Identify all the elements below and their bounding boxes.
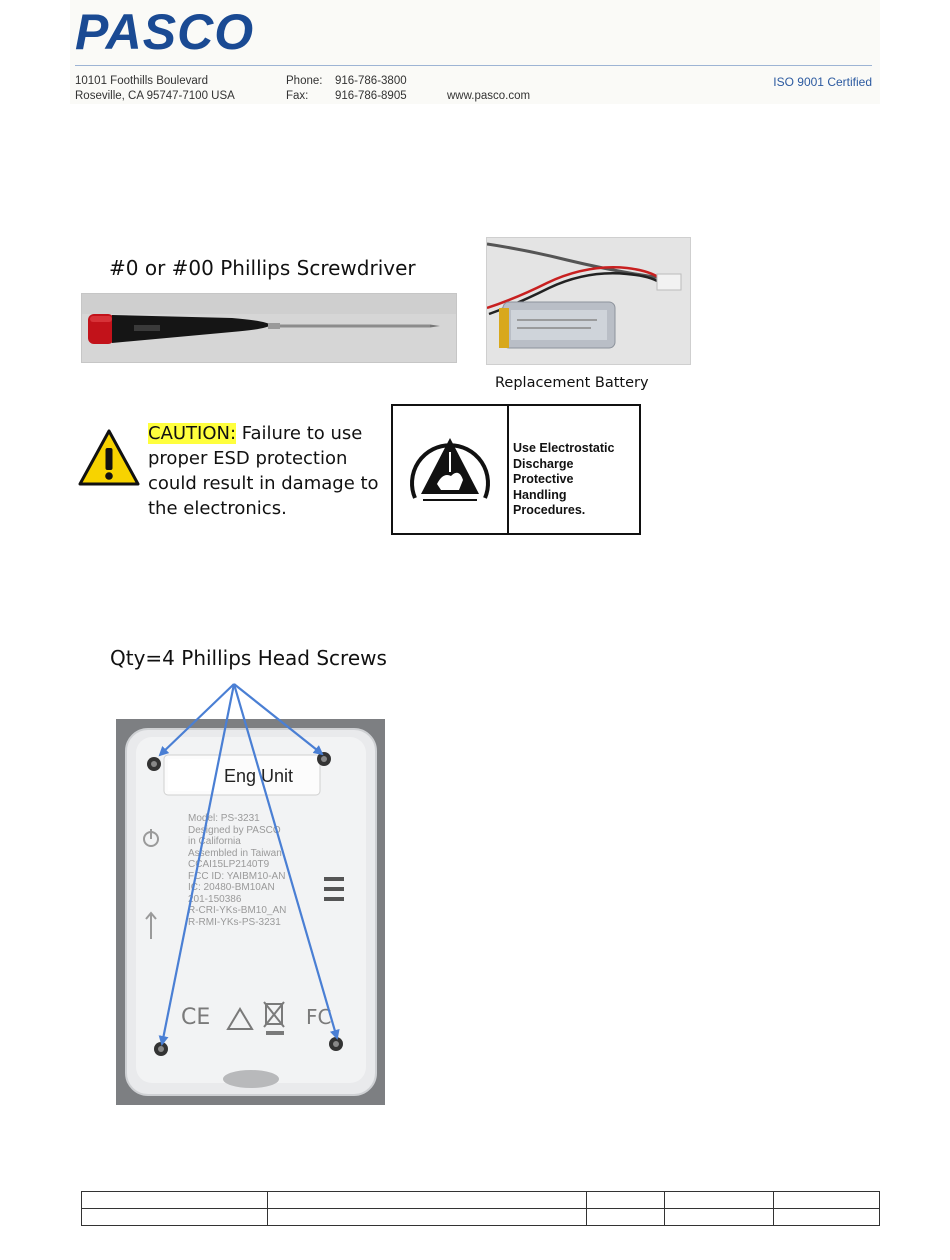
svg-text:FC: FC	[306, 1005, 332, 1029]
website-link[interactable]: www.pasco.com	[447, 90, 531, 102]
esd-line-4: Handling	[513, 487, 567, 502]
esd-line-2: Discharge	[513, 456, 574, 471]
footer-row	[82, 1192, 880, 1209]
arrow-bottom-left-screw	[162, 684, 234, 1044]
esd-line-3: Protective	[513, 472, 574, 486]
reg-line: 201-150386	[188, 893, 242, 905]
arrow-top-right-screw	[234, 684, 322, 754]
reg-line: Assembled in Taiwan	[188, 847, 282, 859]
reg-line: R-RMI-YKs-PS-3231	[188, 916, 281, 928]
footer-cell	[587, 1209, 665, 1226]
esd-line-1: Use Electrostatic	[513, 441, 615, 455]
address-line-1: 10101 Foothills Boulevard	[75, 75, 208, 87]
svg-text:CE: CE	[181, 1005, 211, 1030]
footer-cell	[665, 1192, 774, 1209]
caution-label: CAUTION:	[148, 423, 237, 444]
address-line-2: Roseville, CA 95747-7100 USA	[75, 90, 235, 102]
reg-line: R-CRI-YKs-BM10_AN	[188, 905, 287, 916]
reg-line: in California	[188, 836, 241, 847]
screwdriver-caption: #0 or #00 Phillips Screwdriver	[109, 256, 416, 280]
document-footer-table	[81, 1191, 880, 1226]
arrow-bottom-right-screw	[234, 684, 337, 1038]
esd-line-5: Procedures.	[513, 503, 586, 517]
iso-certification: ISO 9001 Certified	[773, 75, 872, 89]
reg-line: IC: 20480-BM10AN	[188, 882, 275, 893]
footer-row	[82, 1209, 880, 1226]
battery-caption: Replacement Battery	[495, 375, 649, 391]
footer-cell	[268, 1209, 587, 1226]
fax-number: 916-786-8905	[335, 90, 407, 102]
footer-cell	[665, 1209, 774, 1226]
footer-cell	[587, 1192, 665, 1209]
footer-cell	[774, 1192, 880, 1209]
phone-label: Phone:	[286, 75, 323, 87]
caution-text: Failure to use proper ESD protection could result in damage to the electronics.	[148, 423, 379, 519]
screws-caption: Qty=4 Phillips Head Screws	[110, 646, 387, 670]
pasco-logo: PASCO	[75, 4, 255, 60]
reg-line: CCAI15LP2140T9	[188, 859, 270, 870]
eng-unit-sticker: Eng Unit	[224, 766, 294, 786]
phone-number: 916-786-3800	[335, 75, 407, 87]
footer-cell	[82, 1192, 268, 1209]
reg-line: Model: PS-3231	[188, 813, 260, 824]
fax-label: Fax:	[286, 90, 309, 102]
footer-cell	[774, 1209, 880, 1226]
footer-cell	[268, 1192, 587, 1209]
reg-line: Designed by PASCO	[188, 824, 281, 836]
reg-line: FCC ID: YAIBM10-AN	[188, 870, 286, 882]
footer-cell	[82, 1209, 268, 1226]
